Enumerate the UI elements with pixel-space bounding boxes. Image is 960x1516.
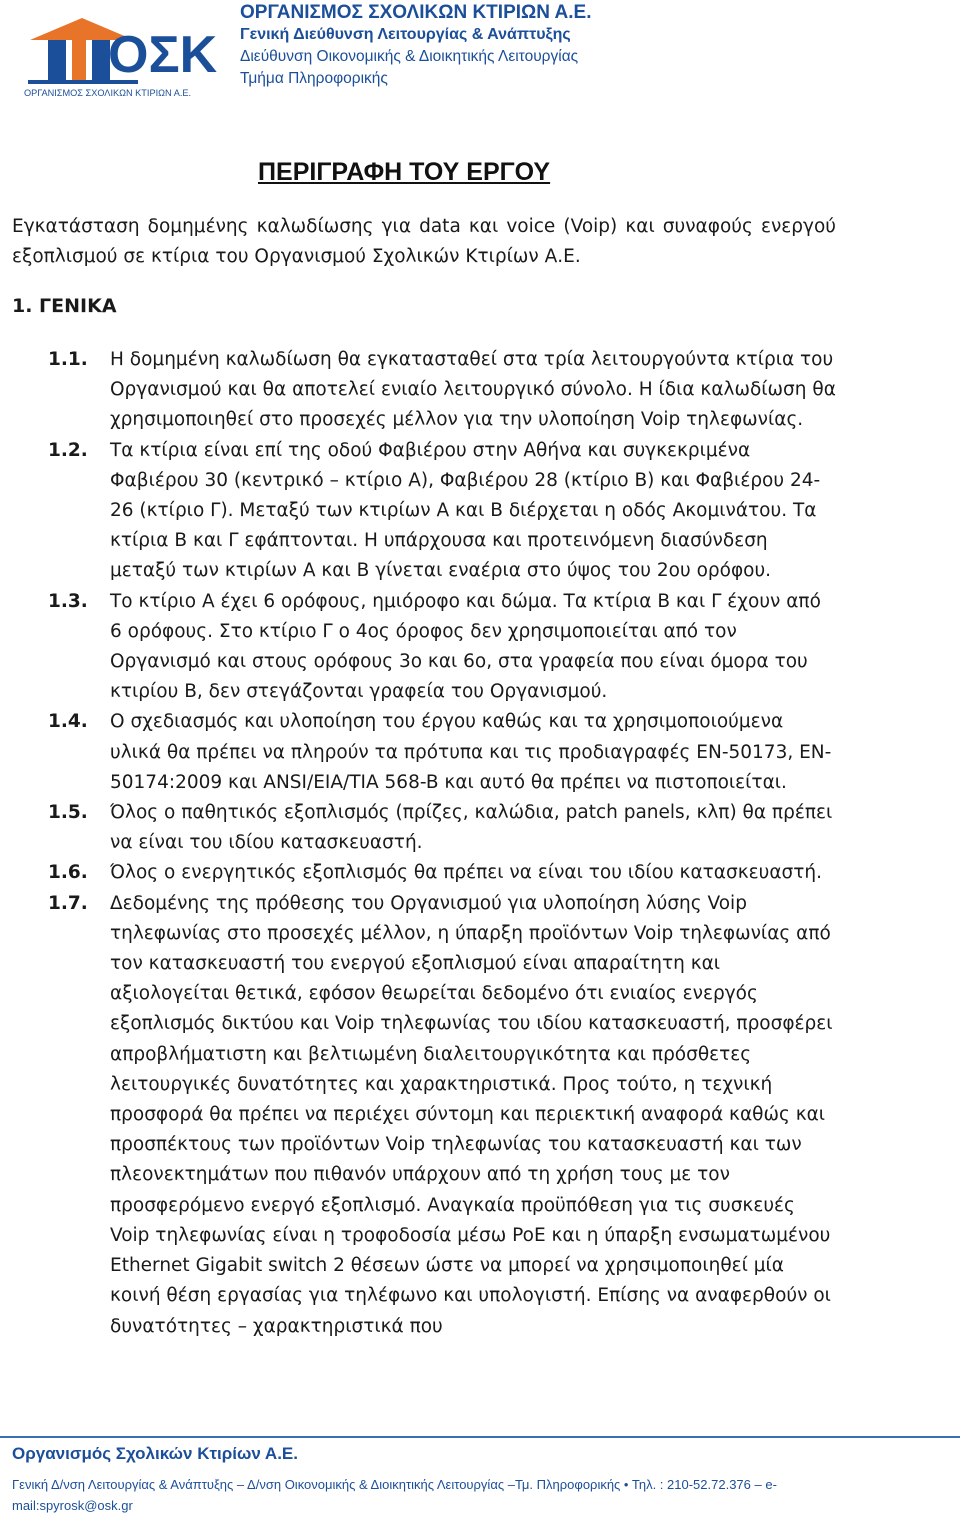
item-number: 1.6.	[48, 862, 88, 884]
item-number: 1.3.	[48, 590, 88, 612]
item-number: 1.5.	[48, 802, 88, 824]
item-text: Δεδομένης της πρόθεσης του Οργανισμού για υλοποίηση λύσης Voip τηλεφωνίας στο προσεχές μέλλον, η ύπαρξη προϊόντων Voip τηλεφωνίας από τον κατασκευαστή του ενεργού εξοπλισμού είναι απαραίτητη και αξιολογείται θετικά, εφόσον θεωρείται δεδομένο ότι ενιαίος ενεργός εξοπλισμός δικτύου και Voip τηλεφωνίας του ιδίου κατασκευαστή, προσφέρει απροβλήματιστη και βελτιωμένη διαλειτουργικότητα και πρόσθετες λειτουργικές δυνατότητες και χαρακτηριστικά. Προς τούτο, η τεχνική προσφορά θα πρέπει να περιέχει σύντομη και περιεκτική αναφορά καθώς και προσπέκτους των προϊόντων Voip τηλεφωνίας του κατασκευαστή και των πλεονεκτημάτων που πιθανόν υπάρχουν από τη χρήση τους με τον προσφερόμενο ενεργό εξοπλισμό. Αναγκαία προϋπόθεση για τις συσκευές Voip τηλεφωνίας είναι η τροφοδοσία μέσω PoE και η ύπαρξη ενσωματωμένου Ethernet Gigabit switch 2 θέσεων ώστε να μπορεί να χρησιμοποιηθεί μία κοινή θέση εργασίας για τηλέφωνο και υπολογιστή. Επίσης να αναφερθούν οι δυνατότητες – χαρακτηριστικά που	[110, 892, 833, 1337]
footer-contact: Γενική Δ/νση Λειτουργίας & Ανάπτυξης – Δ/νση Οικονομικής & Διοικητικής Λειτουργίας –Τμ. Πληροφορικής • Τηλ. : 210-52.72.376 – e-mail:spyrosk@osk.gr	[12, 1477, 777, 1513]
numbered-list	[0, 345, 960, 1342]
general-directorate: Γενική Διεύθυνση Λειτουργίας & Ανάπτυξης	[240, 26, 571, 43]
list-item	[0, 858, 960, 888]
document-title: ΠΕΡΙΓΡΑΦΗ ΤΟΥ ΕΡΓΟΥ	[258, 158, 551, 186]
page-footer	[0, 1430, 960, 1515]
section-heading: 1. ΓΕΝΙΚΑ	[12, 295, 117, 317]
footer-divider	[0, 1436, 960, 1438]
list-item	[0, 345, 960, 436]
item-text: Τα κτίρια είναι επί της οδού Φαβιέρου στην Αθήνα και συγκεκριμένα Φαβιέρου 30 (κεντρικό – κτίριο Α), Φαβιέρου 28 (κτίριο Β) και Φαβιέρου 24-26 (κτίριο Γ). Μεταξύ των κτιρίων Α και Β διέρχεται η οδός Ακομινάτου. Τα κτίρια Β και Γ εφάπτονται. Η υπάρχουσα και προτεινόμενη διασύνδεση μεταξύ των κτιρίων Α και Β γίνεται εναέρια στο ύψος του 2ου ορόφου.	[110, 439, 821, 582]
item-text: Η δομημένη καλωδίωση θα εγκατασταθεί στα τρία λειτουργούντα κτίρια του Οργανισμού και θα αποτελεί ενιαίο λειτουργικό σύνολο. Η ίδια καλωδίωση θα χρησιμοποιηθεί στο προσεχές μέλλον για την υλοποίηση Voip τηλεφωνίας.	[110, 349, 836, 431]
list-item	[0, 798, 960, 858]
list-item	[0, 707, 960, 798]
item-text: Ο σχεδιασμός και υλοποίηση του έργου καθώς και τα χρησιμοποιούμενα υλικά θα πρέπει να πληρούν τα πρότυπα και τις προδιαγραφές EN-50173, EN-50174:2009 και ANSI/EIA/TIA 568-B και αυτό θα πρέπει να πιστοποιείται.	[110, 711, 832, 793]
intro-paragraph: Εγκατάσταση δομημένης καλωδίωσης για data και voice (Voip) και συναφούς ενεργού εξοπλισμού σε κτίρια του Οργανισμού Σχολικών Κτιρίων Α.Ε.	[12, 216, 836, 267]
organization-title: ΟΡΓΑΝΙΣΜΟΣ ΣΧΟΛΙΚΩΝ ΚΤΙΡΙΩΝ Α.Ε.	[240, 2, 592, 23]
item-text: Όλος ο ενεργητικός εξοπλισμός θα πρέπει να είναι του ιδίου κατασκευαστή.	[110, 862, 822, 884]
item-number: 1.7.	[48, 892, 88, 914]
department: Τμήμα Πληροφορικής	[240, 70, 388, 87]
item-text: Όλος ο παθητικός εξοπλισμός (πρίζες, καλώδια, patch panels, κλπ) θα πρέπει να είναι του ιδίου κατασκευαστή.	[110, 802, 833, 854]
directorate: Διεύθυνση Οικονομικής & Διοικητικής Λειτουργίας	[240, 48, 579, 65]
item-number: 1.1.	[48, 349, 88, 370]
osk-logo	[22, 10, 232, 100]
list-item	[0, 889, 960, 1342]
organization-info	[240, 2, 592, 90]
footer-organization: Οργανισμός Σχολικών Κτιρίων Α.Ε.	[12, 1444, 298, 1463]
list-item	[0, 436, 960, 587]
letterhead	[0, 0, 960, 110]
logo-caption: ΟΡΓΑΝΙΣΜΟΣ ΣΧΟΛΙΚΩΝ ΚΤΙΡΙΩΝ Α.Ε.	[24, 88, 192, 98]
item-text: Το κτίριο Α έχει 6 ορόφους, ημιόροφο και δώμα. Τα κτίρια Β και Γ έχουν από 6 ορόφους. Στο κτίριο Γ ο 4ος όροφος δεν χρησιμοποιείται από τον Οργανισμό και στους ορόφους 3ο και 6ο, στα γραφεία που είναι όμορα του κτιρίου Β, δεν στεγάζονται γραφεία του Οργανισμού.	[110, 590, 821, 703]
list-item	[0, 587, 960, 708]
item-number: 1.4.	[48, 711, 88, 733]
item-number: 1.2.	[48, 439, 88, 461]
logo-letters: ΟΣΚ	[108, 26, 218, 84]
